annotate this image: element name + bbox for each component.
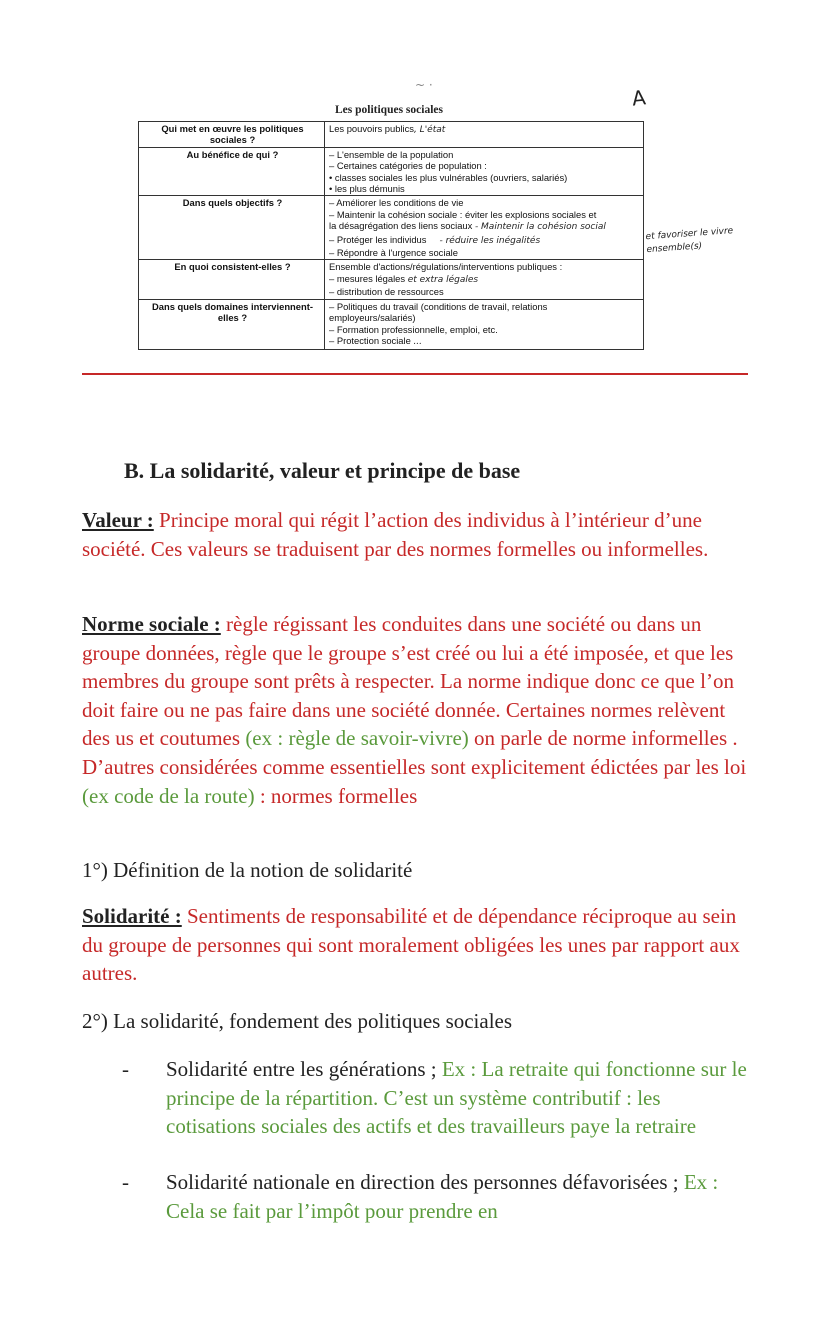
norme-example: (ex code de la route) <box>82 783 255 808</box>
table-answer: Ensemble d'actions/régulations/interventions publiques : – mesures légales et extra légales – distribution de ressources <box>325 260 644 299</box>
table-answer: – Politiques du travail (conditions de travail, relations employeurs/salariés) – Formation professionnelle, emploi, etc. – Protection sociale ... <box>325 299 644 350</box>
handwritten-side-note: et favoriser le vivre ensemble(s) <box>645 226 734 256</box>
valeur-text: Principe moral qui régit l’action des individus à l’intérieur d’une société. Ces valeurs se traduisent par des normes formelles ou informelles. <box>82 508 709 561</box>
table-answer: – L'ensemble de la population – Certaines catégories de population : • classes sociales les plus vulnérables (ouvriers, salariés) • les plus démunis <box>325 147 644 196</box>
table-question: Au bénéfice de qui ? <box>139 147 325 196</box>
bullet-dash: - <box>122 1057 129 1081</box>
valeur-definition <box>82 506 750 563</box>
norme-text: règle régissant les conduites dans une société ou dans un groupe données, règle que le groupe s’est créé ou lui a été imposée, et que les membres du groupe sont prêts à respecter. La norme indique donc ce que l’on doit faire ou ne pas faire dans une société donnée. Certaines normes relèvent des us et coutumes <box>82 612 734 751</box>
table-answer: – Améliorer les conditions de vie – Maintenir la cohésion sociale : éviter les explosions sociales et la désagrégation des liens sociaux - Maintenir la cohésion social – Protéger les individus - réduire les inégalités – Répondre à l'urgence sociale <box>325 196 644 260</box>
table-question: En quoi consistent-elles ? <box>139 260 325 299</box>
table-row <box>139 299 644 350</box>
norme-definition <box>82 610 750 810</box>
social-policies-table <box>138 121 644 350</box>
norme-example: (ex : règle de savoir-vivre) <box>245 726 469 751</box>
table-question: Dans quels domaines interviennent-elles ? <box>139 299 325 350</box>
section-heading: B. La solidarité, valeur et principe de base <box>124 458 521 483</box>
table-row <box>139 260 644 299</box>
subsection-title: 1°) Définition de la notion de solidarité <box>82 858 413 882</box>
norme-text: on parle de norme informelles . D’autres considérées comme essentielles sont explicitement édictées par les loi <box>82 726 747 779</box>
norme-label: Norme sociale : <box>82 612 221 636</box>
handwritten-note: - Maintenir la cohésion social <box>474 222 606 233</box>
subsection-title: 2°) La solidarité, fondement des politiques sociales <box>82 1009 513 1033</box>
table-row <box>139 196 644 260</box>
table-answer: Les pouvoirs publics, L'état <box>325 122 644 148</box>
bullet-example: Ex : La retraite qui fonctionne sur le principe de la répartition. C’est un système contributif : les cotisations sociales des actifs et des travailleurs paye la retraire <box>166 1057 747 1139</box>
bullet-example: Ex : Cela se fait par l’impôt pour prendre en <box>166 1170 719 1223</box>
scanned-table-image <box>0 0 828 380</box>
valeur-label: Valeur : <box>82 508 154 532</box>
scan-smudge: ~ · <box>415 78 433 92</box>
bullet-text: Solidarité entre les générations ; <box>166 1057 442 1081</box>
norme-text: : normes formelles <box>254 783 418 808</box>
handwritten-note: et extra légales <box>407 274 479 285</box>
bullet-text: Solidarité nationale en direction des personnes défavorisées ; <box>166 1170 684 1194</box>
table-row <box>139 122 644 148</box>
table-question: Qui met en œuvre les politiques sociales ? <box>139 122 325 148</box>
bullet-dash: - <box>122 1170 129 1194</box>
list-item <box>82 1168 750 1225</box>
handwritten-note: - réduire les inégalités <box>439 235 541 246</box>
list-item <box>82 1055 750 1141</box>
red-divider <box>82 373 748 375</box>
solidarite-text: Sentiments de responsabilité et de dépendance réciproque au sein du groupe de personnes qui sont moralement obligées les unes par rapport aux autres. <box>82 904 740 986</box>
table-question: Dans quels objectifs ? <box>139 196 325 260</box>
table-title: Les politiques sociales <box>335 104 443 116</box>
handwritten-note: ... <box>413 336 423 347</box>
handwritten-note: , L'état <box>413 125 446 135</box>
handwritten-mark: A <box>630 85 647 111</box>
solidarite-definition <box>82 902 750 988</box>
solidarite-label: Solidarité : <box>82 904 182 928</box>
table-row <box>139 147 644 196</box>
